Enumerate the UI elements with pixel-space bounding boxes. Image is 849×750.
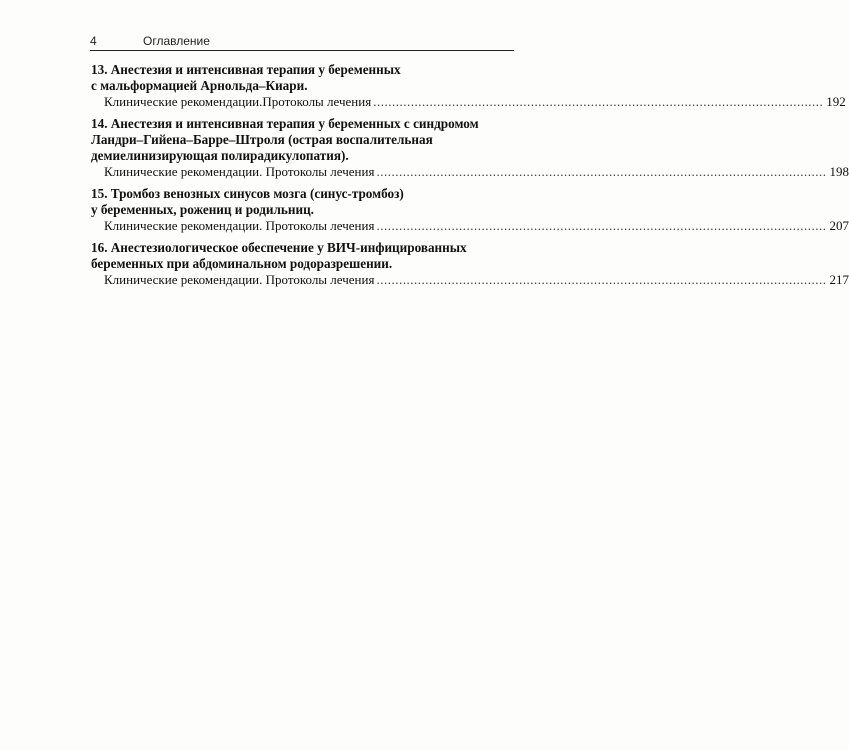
toc-entry-title: 13. Анестезия и интенсивная терапия у беременных с мальформацией Арнольда–Киари.: [91, 62, 401, 93]
toc-entry-title: 15. Тромбоз венозных синусов мозга (синус-тромбоз) у беременных, рожениц и родильниц.: [91, 186, 404, 217]
toc-entry-page: 217: [829, 272, 849, 287]
toc-entry-15[interactable]: [91, 186, 849, 234]
toc-entry-13[interactable]: [91, 62, 846, 110]
leader-dots: ........................................................................................................................: [376, 164, 827, 179]
toc-entry-16[interactable]: [91, 240, 849, 288]
toc-entry-page: 207: [829, 218, 849, 233]
toc-entry-line: [91, 272, 849, 288]
toc-entry-subtitle: Клинические рекомендации. Протоколы лечения: [104, 272, 375, 287]
leader-dots: ........................................................................................................................: [373, 94, 824, 109]
toc-entry-title: 16. Анестезиологическое обеспечение у ВИЧ-инфицированных беременных при абдоминальном родоразрешении.: [91, 240, 467, 271]
toc-entry-subtitle: Клинические рекомендации.Протоколы лечения: [104, 94, 372, 109]
page-number: 4: [90, 34, 97, 48]
toc-entry-subtitle: Клинические рекомендации. Протоколы лечения: [104, 218, 375, 233]
page-header: [90, 30, 514, 51]
toc-entry-subtitle: Клинические рекомендации. Протоколы лечения: [104, 164, 375, 179]
header-title: Оглавление: [143, 34, 210, 48]
toc-entry-page: 198: [829, 164, 849, 179]
leader-dots: ........................................................................................................................: [376, 272, 827, 287]
toc-entry-page: 192: [826, 94, 846, 109]
toc-entry-title: 14. Анестезия и интенсивная терапия у беременных с синдромом Ландри–Гийена–Барре–Штроля (острая воспалительная демиелинизирующая полирадикулопатия).: [91, 116, 479, 163]
table-of-contents: [91, 62, 849, 294]
toc-entry-14[interactable]: [91, 116, 849, 180]
toc-entry-line: [91, 94, 846, 110]
toc-entry-line: [91, 218, 849, 234]
toc-entry-line: [91, 164, 849, 180]
leader-dots: ........................................................................................................................: [376, 218, 827, 233]
